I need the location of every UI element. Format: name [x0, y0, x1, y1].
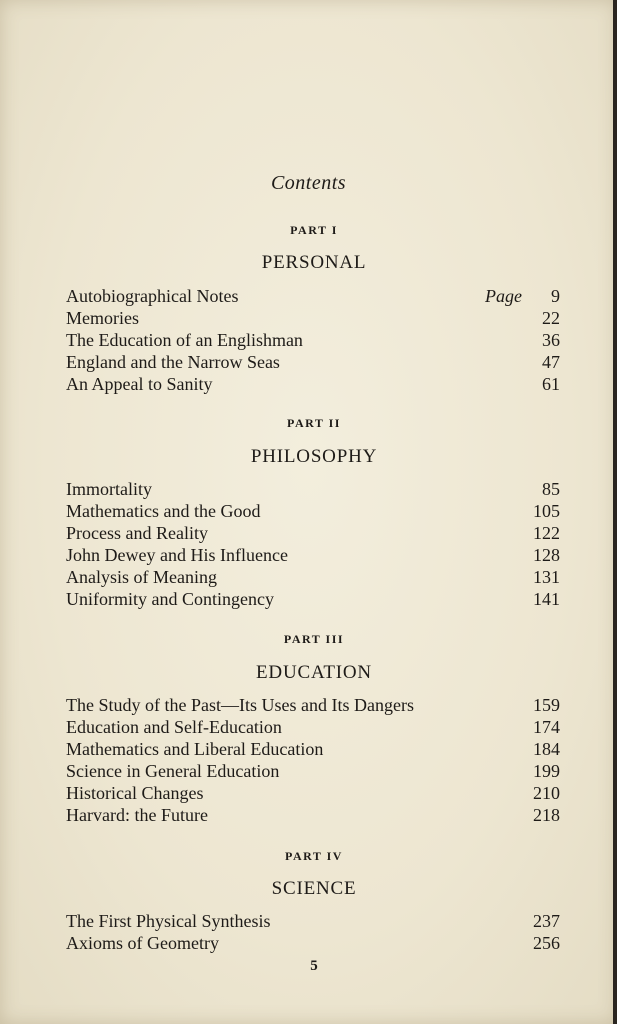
- entry-title: Historical Changes: [66, 783, 204, 803]
- section-list-philosophy: [66, 478, 560, 610]
- entry-page-number: 174: [533, 717, 560, 737]
- part-label-4: PART IV: [285, 849, 343, 863]
- part-title-education: EDUCATION: [256, 662, 372, 683]
- entry-title: John Dewey and His Influence: [66, 545, 288, 565]
- toc-entry[interactable]: [66, 566, 560, 588]
- entry-title: Science in General Education: [66, 761, 280, 781]
- part-label-2: PART II: [287, 416, 341, 430]
- section-list-science: [66, 910, 560, 954]
- toc-entry[interactable]: [66, 329, 560, 351]
- entry-title: Mathematics and Liberal Education: [66, 739, 324, 759]
- toc-entry[interactable]: [66, 544, 560, 566]
- entry-page-number: 237: [533, 911, 560, 931]
- entry-title: Autobiographical Notes: [66, 286, 239, 306]
- entry-page-number: 184: [533, 739, 560, 759]
- contents-heading: Contents: [270, 172, 347, 194]
- entry-page-number: 159: [533, 695, 560, 715]
- toc-entry[interactable]: [66, 932, 560, 954]
- entry-title: Harvard: the Future: [66, 805, 208, 825]
- entry-page-number: 36: [542, 330, 560, 350]
- toc-entry[interactable]: [66, 738, 560, 760]
- part-title-philosophy: PHILOSOPHY: [250, 446, 378, 467]
- entry-title: Axioms of Geometry: [66, 933, 219, 953]
- toc-entry[interactable]: [66, 760, 560, 782]
- entry-title: Analysis of Meaning: [66, 567, 217, 587]
- entry-page-number: 47: [542, 352, 560, 372]
- entry-page-number: 210: [533, 783, 560, 803]
- page-edge-shadow: [613, 0, 617, 1024]
- toc-entry[interactable]: [66, 500, 560, 522]
- entry-title: The Study of the Past—Its Uses and Its Dangers: [66, 695, 414, 715]
- page-number: 5: [310, 958, 318, 974]
- entry-title: Process and Reality: [66, 523, 208, 543]
- entry-title: Immortality: [66, 479, 152, 499]
- section-list-education: [66, 694, 560, 826]
- entry-page-number: 218: [533, 805, 560, 825]
- toc-entry[interactable]: [66, 588, 560, 610]
- entry-page-number: 85: [542, 479, 560, 499]
- part-title-science: SCIENCE: [271, 878, 357, 899]
- part-label-1: PART I: [290, 223, 338, 237]
- entry-title: England and the Narrow Seas: [66, 352, 280, 372]
- toc-entry[interactable]: [66, 716, 560, 738]
- entry-page-number: 122: [533, 523, 560, 543]
- entry-page-number: 9: [551, 286, 560, 306]
- toc-entry[interactable]: [66, 910, 560, 932]
- entry-page-number: 141: [533, 589, 560, 609]
- entry-page-number: 131: [533, 567, 560, 587]
- entry-page-number: 22: [542, 308, 560, 328]
- toc-entry[interactable]: [66, 782, 560, 804]
- toc-entry[interactable]: [66, 285, 560, 307]
- toc-entry[interactable]: [66, 804, 560, 826]
- entry-title: The Education of an Englishman: [66, 330, 303, 350]
- toc-entry[interactable]: [66, 478, 560, 500]
- toc-entry[interactable]: [66, 373, 560, 395]
- toc-entry[interactable]: [66, 351, 560, 373]
- section-list-personal: [66, 285, 560, 395]
- entry-title: An Appeal to Sanity: [66, 374, 213, 394]
- page-word: Page: [485, 286, 522, 306]
- entry-title: Education and Self-Education: [66, 717, 282, 737]
- toc-entry[interactable]: [66, 522, 560, 544]
- part-label-3: PART III: [283, 632, 345, 646]
- entry-page-number: 61: [542, 374, 560, 394]
- entry-title: Uniformity and Contingency: [66, 589, 274, 609]
- part-title-personal: PERSONAL: [261, 252, 367, 273]
- entry-page-number: 128: [533, 545, 560, 565]
- entry-title: The First Physical Synthesis: [66, 911, 271, 931]
- toc-entry[interactable]: [66, 694, 560, 716]
- entry-page-number: 199: [533, 761, 560, 781]
- entry-title: Memories: [66, 308, 139, 328]
- entry-page-number: 105: [533, 501, 560, 521]
- entry-title: Mathematics and the Good: [66, 501, 261, 521]
- entry-page-number: 256: [533, 933, 560, 953]
- toc-entry[interactable]: [66, 307, 560, 329]
